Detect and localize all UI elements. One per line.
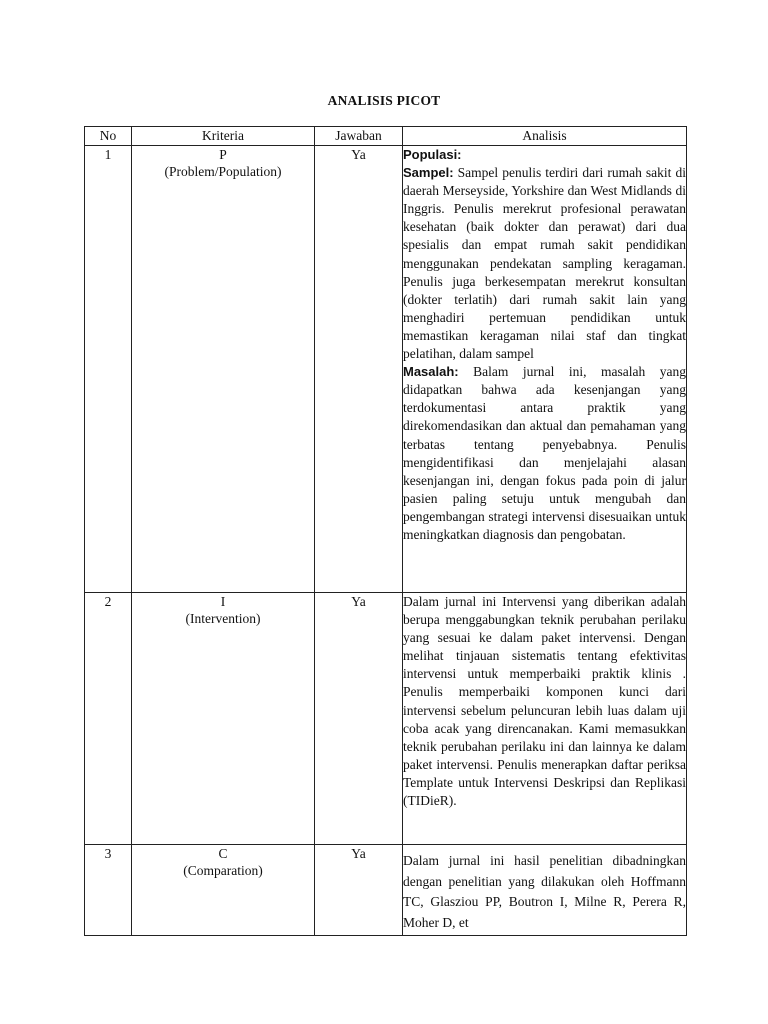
criterion-letter: C: [218, 846, 228, 861]
answer-cell: Ya: [315, 593, 403, 845]
table-row-comparation: [85, 845, 687, 936]
row-number: 1: [85, 146, 132, 593]
row-number: 3: [85, 845, 132, 936]
criterion-letter: P: [219, 147, 227, 162]
table-row-problem: [85, 146, 687, 593]
header-analisis: Analisis: [403, 127, 687, 146]
criterion-cell: [132, 146, 315, 593]
header-jawaban: Jawaban: [315, 127, 403, 146]
page-title: ANALISIS PICOT: [327, 93, 441, 108]
masalah-label: Masalah:: [403, 364, 459, 380]
table-row-intervention: [85, 593, 687, 845]
analysis-cell: [403, 593, 687, 845]
analysis-cell: [403, 845, 687, 936]
criterion-cell: [132, 845, 315, 936]
sampel-label: Sampel:: [403, 165, 454, 181]
row-number: 2: [85, 593, 132, 845]
analysis-text: Dalam jurnal ini Intervensi yang diberikan adalah berupa menggabungkan teknik perubahan perilaku yang sesuai ke dalam paket intervensi. Dengan melihat tinjauan sistematis tentang efektivitas intervensi untuk memperbaiki praktik klinis . Penulis memperbaiki komponen kunci dari intervensi sebelum peluncuran lebih luas dalam uji coba acak yang direncanakan. Kami memasukkan teknik perubahan perilaku ini dan lainnya ke dalam paket intervensi. Penulis menerapkan daftar periksa Template untuk Intervensi Deskripsi dan Replikasi (TIDieR).: [403, 594, 686, 809]
masalah-text: Balam jurnal ini, masalah yang didapatkan bahwa ada kesenjangan yang terdokumentasi antara praktik yang direkomendasikan dan aktual dan pemahaman yang terbatas tentang penyebabnya. Penulis mengidentifikasi dan menjelajahi alasan kesenjangan ini, dengan fokus pada poin di jalur pasien paling setuju untuk mengubah dan pengembangan strategi intervensi disesuaikan untuk meningkatkan diagnosis dan pengobatan.: [403, 364, 686, 542]
criterion-name: (Comparation): [183, 863, 263, 878]
criterion-name: (Intervention): [185, 611, 261, 626]
sampel-text: Sampel penulis terdiri dari rumah sakit di daerah Merseyside, Yorkshire dan West Midlands di Inggris. Penulis merekrut profesional perawatan kesehatan (baik dokter dan perawat) dari dua spesialis dan empat rumah sakit pendidikan menggunakan pendekatan sampling keragaman. Penulis juga berkesempatan merekrut konsultan (dokter terlatih) dari rumah sakit lain yang menghadiri pertemuan pendidikan untuk memastikan keragaman nilai staf dan tingkat pelatihan, dalam sampel: [403, 165, 686, 362]
analysis-cell: [403, 146, 687, 593]
picot-table: [84, 126, 687, 936]
header-kriteria: Kriteria: [132, 127, 315, 146]
criterion-cell: [132, 593, 315, 845]
criterion-name: (Problem/Population): [164, 164, 282, 179]
answer-cell: Ya: [315, 845, 403, 936]
table-header-row: [85, 127, 687, 146]
criterion-letter: I: [220, 594, 226, 609]
answer-cell: Ya: [315, 146, 403, 593]
header-no: No: [85, 127, 132, 146]
analysis-text: Dalam jurnal ini hasil penelitian dibadningkan dengan penelitian yang dilakukan oleh Hoffmann TC, Glasziou PP, Boutron I, Milne R, Perera R, Moher D, et: [403, 853, 686, 930]
analysis-heading: Populasi:: [403, 147, 462, 162]
